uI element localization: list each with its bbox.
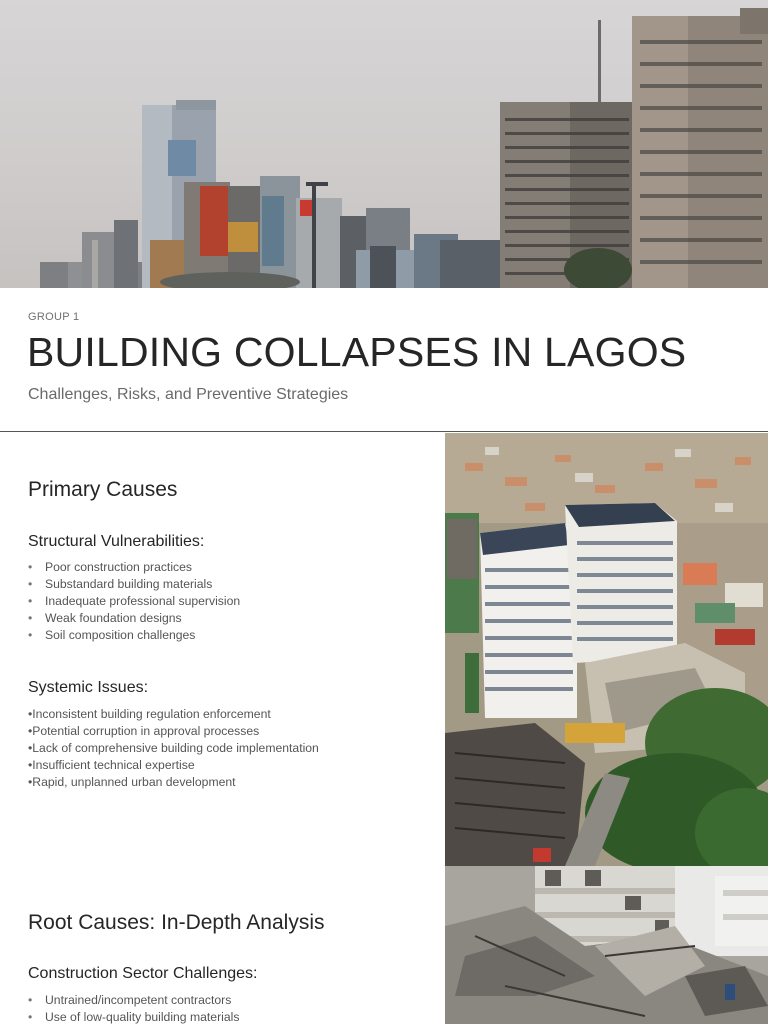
collapse-site-aerial-photo xyxy=(445,433,768,866)
list-item: •Potential corruption in approval processes xyxy=(28,724,260,738)
title-block xyxy=(0,288,768,432)
list-item: • Substandard building materials xyxy=(28,577,213,591)
list-item: • Soil composition challenges xyxy=(28,628,196,642)
bullet-glyph: • xyxy=(28,628,33,642)
construction-challenges-list xyxy=(28,992,239,1026)
section-divider xyxy=(0,431,768,432)
hero-skyline-photo xyxy=(0,0,768,288)
list-item: • Use of low-quality building materials xyxy=(28,1010,240,1024)
list-item: •Lack of comprehensive building code implementation xyxy=(28,741,319,755)
page-subtitle: Challenges, Risks, and Preventive Strategies xyxy=(28,386,349,403)
structural-vulnerabilities-list xyxy=(28,559,240,644)
list-item: • Poor construction practices xyxy=(28,560,192,574)
page-title: BUILDING COLLAPSES IN LAGOS xyxy=(27,329,687,375)
list-item: • Inadequate professional supervision xyxy=(28,594,241,608)
aerial-illustration xyxy=(445,433,768,866)
content-column xyxy=(0,433,445,1024)
structural-vulnerabilities-heading: Structural Vulnerabilities: xyxy=(28,533,205,550)
bullet-glyph: • xyxy=(28,577,33,591)
rubble-illustration xyxy=(445,866,768,1024)
skyline-illustration xyxy=(0,0,768,288)
list-item: • Untrained/incompetent contractors xyxy=(28,993,232,1007)
list-item: • Weak foundation designs xyxy=(28,611,182,625)
systemic-issues-heading: Systemic Issues: xyxy=(28,679,149,696)
list-item: •Inconsistent building regulation enforcement xyxy=(28,707,271,721)
list-item: •Rapid, unplanned urban development xyxy=(28,775,236,789)
rubble-closeup-photo xyxy=(445,866,768,1024)
list-item: •Insufficient technical expertise xyxy=(28,758,195,772)
root-causes-heading: Root Causes: In-Depth Analysis xyxy=(28,911,325,934)
bullet-glyph: • xyxy=(28,594,33,608)
bullet-glyph: • xyxy=(28,611,33,625)
bullet-glyph: • xyxy=(28,993,33,1007)
group-label: GROUP 1 xyxy=(28,311,80,323)
systemic-issues-list xyxy=(28,706,319,791)
bullet-glyph: • xyxy=(28,560,33,574)
primary-causes-heading: Primary Causes xyxy=(28,478,178,501)
construction-challenges-heading: Construction Sector Challenges: xyxy=(28,965,258,982)
bullet-glyph: • xyxy=(28,1010,33,1024)
